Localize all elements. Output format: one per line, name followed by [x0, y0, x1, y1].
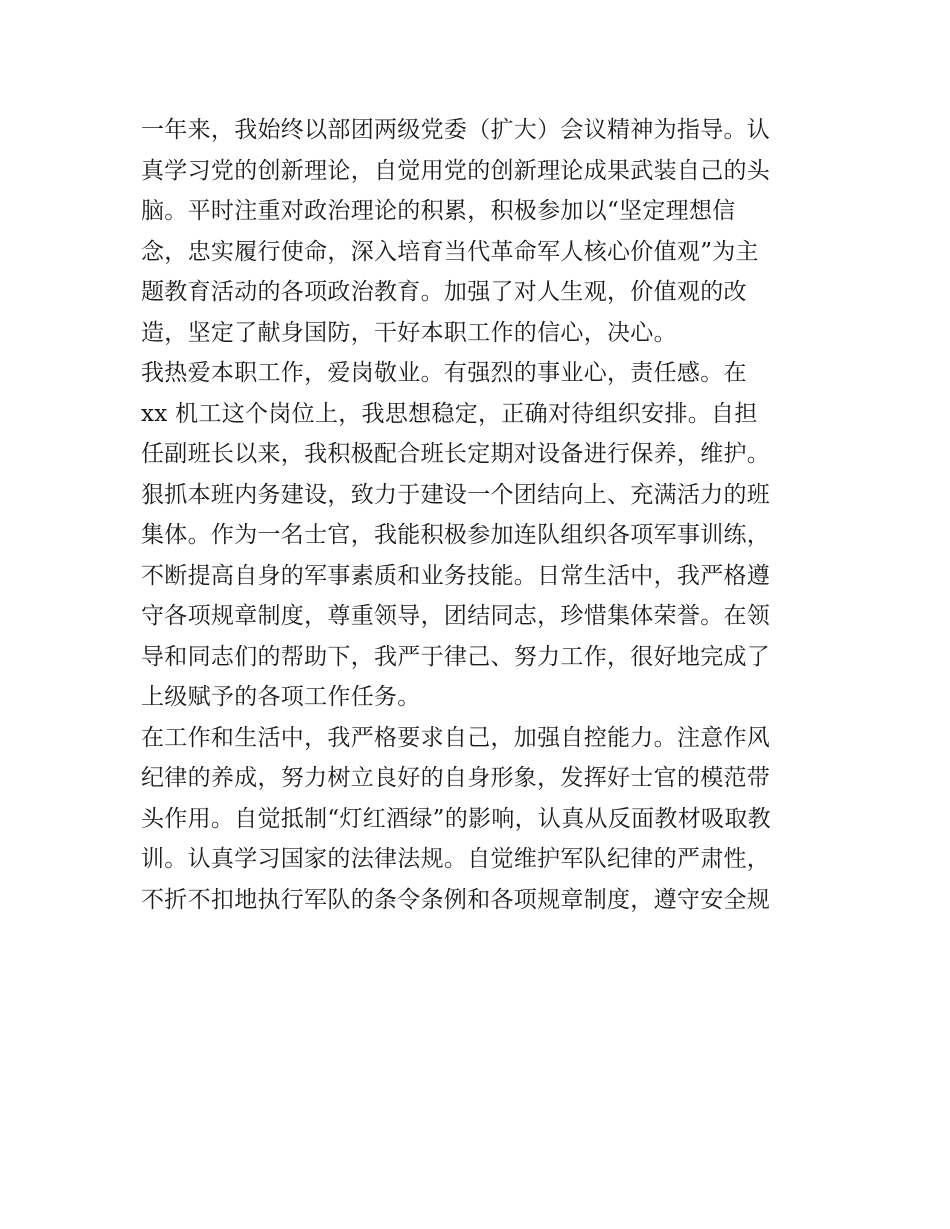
text-line: 在工作和生活中，我严格要求自己，加强自控能力。注意作风	[141, 724, 771, 751]
text-line: 题教育活动的各项政治教育。加强了对人生观，价值观的改	[141, 279, 747, 305]
text-line: 狠抓本班内务建设，致力于建设一个团结向上、充满活力的班	[141, 481, 771, 508]
text-line: 导和同志们的帮助下，我严于律己、努力工作，很好地完成了	[141, 643, 771, 670]
text-line: 造，坚定了献身国防，干好本职工作的信心，决心。	[141, 319, 677, 346]
document-body	[141, 110, 821, 920]
text-line: 不折不扣地执行军队的条令条例和各项规章制度，遵守安全规	[141, 886, 771, 913]
text-line: 一年来，我始终以部团两级党委（扩大）会议精神为指导。认	[141, 117, 771, 143]
text-line: 上级赋予的各项工作任务。	[141, 684, 421, 710]
text-line: xx 机工这个岗位上，我思想稳定，正确对待组织安排。自担	[141, 400, 758, 427]
text-line: 不断提高自身的军事素质和业务技能。日常生活中，我严格遵	[141, 562, 771, 589]
text-line: 训。认真学习国家的法律法规。自觉维护军队纪律的严肃性，	[141, 846, 771, 872]
text-line: 我热爱本职工作，爱岗敬业。有强烈的事业心，责任感。在	[141, 360, 747, 386]
text-line: 集体。作为一名士官，我能积极参加连队组织各项军事训练，	[141, 522, 771, 548]
text-line: 纪律的养成，努力树立良好的自身形象，发挥好士官的模范带	[141, 765, 771, 791]
text-line: 念，忠实履行使命，深入培育当代革命军人核心价值观”为主	[141, 238, 759, 265]
text-line: 真学习党的创新理论，自觉用党的创新理论成果武装自己的头	[141, 157, 771, 184]
text-line: 脑。平时注重对政治理论的积累，积极参加以“坚定理想信	[141, 198, 736, 224]
text-line: 任副班长以来，我积极配合班长定期对设备进行保养，维护。	[141, 441, 771, 467]
text-line: 守各项规章制度，尊重领导，团结同志，珍惜集体荣誉。在领	[141, 603, 771, 629]
text-line: 头作用。自觉抵制“灯红酒绿”的影响，认真从反面教材吸取教	[141, 805, 771, 832]
